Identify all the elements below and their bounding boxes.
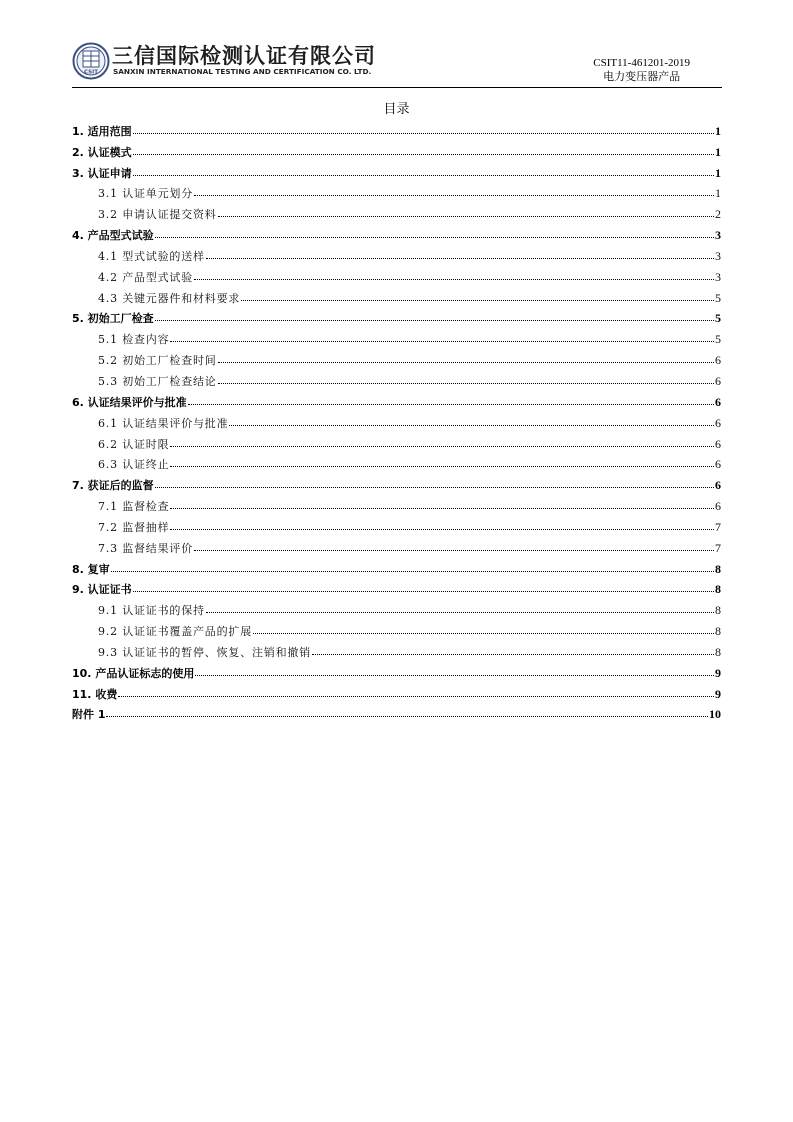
toc-subentry[interactable]: [72, 535, 721, 556]
toc-entry-label: 3.1 认证单元划分: [98, 187, 193, 201]
toc-entry-page: 5: [715, 311, 721, 326]
header-divider: [72, 87, 722, 88]
toc-entry-page: 3: [715, 269, 721, 284]
toc-dot-leader: [155, 487, 714, 488]
toc-entry-page: 1: [715, 144, 721, 159]
toc-entry-page: 5: [715, 332, 721, 347]
toc-subentry[interactable]: [72, 285, 721, 306]
toc-dot-leader: [133, 133, 714, 134]
toc-entry-page: 6: [715, 457, 721, 472]
toc-subentry[interactable]: [72, 368, 721, 389]
toc-entry-label: 7.1 监督检查: [98, 500, 170, 514]
logo-text: CSIT: [84, 69, 98, 76]
toc-entry[interactable]: [72, 389, 721, 410]
toc-entry-label: 9.3 认证证书的暂停、恢复、注销和撤销: [98, 645, 311, 659]
company-name-cn: 三信国际检测认证有限公司: [112, 44, 376, 68]
toc-entry-page: 8: [715, 561, 721, 576]
toc-dot-leader: [218, 383, 714, 384]
toc-dot-leader: [170, 446, 714, 447]
toc-entry-label: 4.2 产品型式试验: [98, 270, 193, 284]
toc-title: 目录: [383, 102, 410, 117]
toc-dot-leader: [155, 237, 714, 238]
toc-dot-leader: [170, 508, 714, 509]
toc-entry-page: 6: [715, 415, 721, 430]
toc-entry-label: 2. 认证模式: [72, 145, 132, 159]
toc-entry-page: 8: [715, 603, 721, 618]
toc-dot-leader: [195, 675, 714, 676]
toc-subentry[interactable]: [72, 201, 721, 222]
toc-entry-page: 1: [715, 165, 721, 180]
toc-entry-page: 1: [715, 123, 721, 138]
toc-subentry[interactable]: [72, 639, 721, 660]
toc-entry-label: 7. 获证后的监督: [72, 479, 154, 493]
toc-dot-leader: [133, 591, 714, 592]
toc-subentry[interactable]: [72, 243, 721, 264]
toc-subentry[interactable]: [72, 452, 721, 473]
document-code: [593, 56, 690, 84]
toc-entry-page: 2: [715, 207, 721, 222]
toc-entry-page: 6: [715, 499, 721, 514]
company-name-en: SANXIN INTERNATIONAL TESTING AND CERTIFICATION CO. LTD.: [113, 67, 372, 76]
toc-entry-label: 9.2 认证证书覆盖产品的扩展: [98, 625, 252, 639]
toc-entry-label: 5.2 初始工厂检查时间: [98, 354, 217, 368]
toc-subentry[interactable]: [72, 493, 721, 514]
toc-entry-label: 11. 收费: [72, 687, 118, 701]
toc-entry-page: 8: [715, 624, 721, 639]
toc-entry-label: 3. 认证申请: [72, 166, 132, 180]
toc-entry-page: 5: [715, 290, 721, 305]
toc-dot-leader: [194, 279, 714, 280]
toc-entry[interactable]: [72, 556, 721, 577]
toc-entry-page: 6: [715, 436, 721, 451]
toc-dot-leader: [133, 175, 714, 176]
toc-subentry[interactable]: [72, 181, 721, 202]
toc-dot-leader: [155, 320, 714, 321]
toc-dot-leader: [218, 362, 714, 363]
toc-dot-leader: [111, 571, 714, 572]
toc-entry-page: 6: [715, 478, 721, 493]
toc-dot-leader: [170, 341, 714, 342]
toc-entry-label: 5.3 初始工厂检查结论: [98, 374, 217, 388]
toc-entry-label: 6.2 认证时限: [98, 437, 170, 451]
toc-entry-page: 6: [715, 353, 721, 368]
toc-dot-leader: [218, 216, 714, 217]
toc-dot-leader: [206, 612, 714, 613]
toc-entry[interactable]: [72, 118, 721, 139]
toc-dot-leader: [229, 425, 714, 426]
toc-entry-label: 4.1 型式试验的送样: [98, 249, 205, 263]
toc-entry-page: 7: [715, 519, 721, 534]
toc-entry[interactable]: [72, 681, 721, 702]
toc-entry[interactable]: [72, 306, 721, 327]
toc-entry-label: 4.3 关键元器件和材料要求: [98, 291, 241, 305]
toc-subentry[interactable]: [72, 597, 721, 618]
toc-dot-leader: [241, 300, 714, 301]
toc-entry-label: 7.3 监督结果评价: [98, 541, 193, 555]
toc-dot-leader: [106, 716, 708, 717]
toc-entry-label: 4. 产品型式试验: [72, 229, 154, 243]
toc-subentry[interactable]: [72, 264, 721, 285]
toc-subentry[interactable]: [72, 326, 721, 347]
toc-entry[interactable]: [72, 577, 721, 598]
toc-entry-label: 6.1 认证结果评价与批准: [98, 416, 229, 430]
toc-entry-page: 10: [709, 707, 721, 722]
toc-entry-page: 3: [715, 248, 721, 263]
document-number: CSIT11-461201-2019: [593, 57, 690, 69]
toc-entry[interactable]: [72, 160, 721, 181]
toc-dot-leader: [188, 404, 714, 405]
toc-subentry[interactable]: [72, 431, 721, 452]
toc-entry-page: 8: [715, 644, 721, 659]
toc-entry-label: 附件 1: [72, 708, 106, 722]
toc-dot-leader: [170, 466, 714, 467]
toc-subentry[interactable]: [72, 347, 721, 368]
toc-dot-leader: [206, 258, 714, 259]
toc-entry[interactable]: [72, 660, 721, 681]
toc-entry-label: 5.1 检查内容: [98, 333, 170, 347]
toc-entry-label: 5. 初始工厂检查: [72, 312, 154, 326]
document-subject: 电力变压器产品: [603, 71, 681, 83]
toc-entry-label: 10. 产品认证标志的使用: [72, 666, 195, 680]
table-of-contents: [72, 118, 721, 722]
toc-subentry[interactable]: [72, 410, 721, 431]
toc-entry-page: 7: [715, 540, 721, 555]
toc-entry-page: 6: [715, 394, 721, 409]
toc-dot-leader: [194, 550, 714, 551]
toc-entry-page: 3: [715, 228, 721, 243]
toc-dot-leader: [133, 154, 714, 155]
toc-entry-page: 9: [715, 686, 721, 701]
toc-entry[interactable]: [72, 472, 721, 493]
toc-entry-label: 6.3 认证终止: [98, 458, 170, 472]
toc-entry-page: 6: [715, 373, 721, 388]
toc-dot-leader: [170, 529, 714, 530]
toc-entry-label: 9. 认证证书: [72, 583, 132, 597]
toc-entry-label: 6. 认证结果评价与批准: [72, 395, 187, 409]
toc-entry[interactable]: [72, 139, 721, 160]
toc-entry[interactable]: [72, 702, 721, 723]
toc-entry[interactable]: [72, 222, 721, 243]
toc-entry-page: 8: [715, 582, 721, 597]
toc-dot-leader: [194, 195, 714, 196]
toc-entry-page: 1: [715, 186, 721, 201]
toc-entry-label: 8. 复审: [72, 562, 110, 576]
toc-subentry[interactable]: [72, 514, 721, 535]
toc-dot-leader: [253, 633, 714, 634]
toc-dot-leader: [312, 654, 714, 655]
page-header: [72, 40, 722, 88]
company-logo-icon: [72, 42, 110, 80]
toc-entry-page: 9: [715, 665, 721, 680]
toc-entry-label: 7.2 监督抽样: [98, 520, 170, 534]
toc-subentry[interactable]: [72, 618, 721, 639]
toc-entry-label: 3.2 申请认证提交资料: [98, 208, 217, 222]
toc-entry-label: 9.1 认证证书的保持: [98, 604, 205, 618]
toc-dot-leader: [118, 696, 714, 697]
toc-entry-label: 1. 适用范围: [72, 124, 132, 138]
